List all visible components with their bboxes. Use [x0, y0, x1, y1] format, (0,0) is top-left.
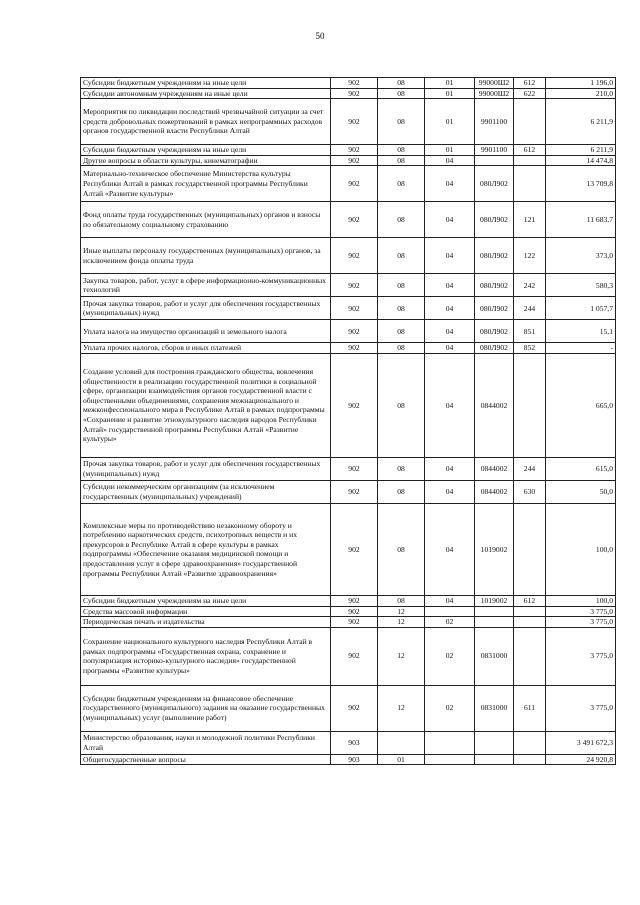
cell-expense-type-code: 851: [514, 320, 546, 343]
cell-expense-type-code: [514, 503, 546, 595]
cell-amount: 665,0: [546, 353, 616, 457]
cell-name: Фонд оплаты труда государственных (муниципальных) органов и взносы по обязательному социальному страхованию: [81, 202, 331, 238]
cell-ministry-code: 902: [331, 202, 378, 238]
cell-amount: 580,3: [546, 274, 616, 297]
cell-amount: 373,0: [546, 238, 616, 274]
cell-expense-type-code: [514, 617, 546, 628]
cell-target-code: [475, 731, 514, 754]
cell-section-code: 08: [378, 155, 425, 166]
cell-amount: 24 920,8: [546, 754, 616, 765]
cell-section-code: 08: [378, 274, 425, 297]
cell-section-code: 08: [378, 353, 425, 457]
cell-section-code: 08: [378, 503, 425, 595]
cell-ministry-code: 902: [331, 353, 378, 457]
cell-amount: 11 683,7: [546, 202, 616, 238]
cell-section-code: 08: [378, 202, 425, 238]
cell-section-code: 08: [378, 88, 425, 99]
cell-target-code: 080Л902: [475, 343, 514, 354]
cell-ministry-code: 902: [331, 343, 378, 354]
cell-ministry-code: 902: [331, 238, 378, 274]
cell-name: Субсидии бюджетным учреждениям на иные цели: [81, 78, 331, 89]
cell-target-code: 99000Ш2: [475, 88, 514, 99]
cell-name: Уплата налога на имущество организаций и земельного налога: [81, 320, 331, 343]
cell-subsection-code: 01: [425, 99, 475, 145]
cell-amount: 13 709,8: [546, 166, 616, 202]
cell-ministry-code: 902: [331, 606, 378, 617]
cell-name: Субсидии бюджетным учреждениям на финансовое обеспечение государственного (муниципального) задания на оказание государственных (муниципальных) услуг (выполнение работ): [81, 685, 331, 731]
table-row: [81, 145, 616, 156]
cell-ministry-code: 902: [331, 274, 378, 297]
cell-section-code: 01: [378, 754, 425, 765]
cell-amount: 6 211,9: [546, 145, 616, 156]
cell-expense-type-code: [514, 353, 546, 457]
table-row: [81, 480, 616, 503]
table-row: [81, 754, 616, 765]
cell-section-code: 08: [378, 297, 425, 320]
cell-expense-type-code: 612: [514, 595, 546, 606]
cell-subsection-code: 01: [425, 78, 475, 89]
table-row: [81, 155, 616, 166]
budget-table-body: [81, 78, 616, 765]
cell-name: Комплексные меры по противодействию незаконному обороту и потреблению наркотических средств, психотропных веществ и их прекурсоров в Республике Алтай в сфере культуры в рамках подпрограммы «Обеспечение оказания медицинской помощи и предоставления услуг в сфере здравоохранения» государственной программы Республики Алтай «Развитие здравоохранения»: [81, 503, 331, 595]
cell-section-code: 08: [378, 78, 425, 89]
cell-subsection-code: 04: [425, 155, 475, 166]
cell-amount: 615,0: [546, 457, 616, 480]
cell-name: Сохранение национального культурного наследия Республики Алтай в рамках подпрограммы «Государственная охрана, сохранение и популяризация историко-культурного наследия» государственной программы «Развитие культуры»: [81, 627, 331, 685]
cell-subsection-code: 01: [425, 88, 475, 99]
cell-target-code: [475, 606, 514, 617]
cell-target-code: 9901100: [475, 99, 514, 145]
cell-amount: 1 057,7: [546, 297, 616, 320]
cell-amount: 3 775,0: [546, 606, 616, 617]
cell-ministry-code: 903: [331, 754, 378, 765]
cell-subsection-code: 01: [425, 145, 475, 156]
cell-expense-type-code: [514, 166, 546, 202]
cell-name: Средства массовой информации: [81, 606, 331, 617]
cell-name: Материально-техническое обеспечение Министерства культуры Республики Алтай в рамках государственной программы Республики Алтай «Развитие культуры»: [81, 166, 331, 202]
table-row: [81, 685, 616, 731]
table-row: [81, 238, 616, 274]
cell-target-code: 0831000: [475, 685, 514, 731]
cell-name: Уплата прочих налогов, сборов и иных платежей: [81, 343, 331, 354]
table-row: [81, 617, 616, 628]
cell-section-code: 12: [378, 606, 425, 617]
cell-subsection-code: 02: [425, 617, 475, 628]
cell-subsection-code: 04: [425, 297, 475, 320]
table-row: [81, 731, 616, 754]
cell-expense-type-code: 244: [514, 457, 546, 480]
cell-target-code: 080Л902: [475, 202, 514, 238]
cell-expense-type-code: 611: [514, 685, 546, 731]
cell-expense-type-code: [514, 606, 546, 617]
cell-target-code: 0844002: [475, 480, 514, 503]
cell-target-code: [475, 155, 514, 166]
cell-section-code: 12: [378, 685, 425, 731]
cell-ministry-code: 902: [331, 155, 378, 166]
cell-subsection-code: 04: [425, 595, 475, 606]
cell-section-code: 08: [378, 320, 425, 343]
cell-subsection-code: [425, 754, 475, 765]
cell-subsection-code: 04: [425, 274, 475, 297]
cell-expense-type-code: 630: [514, 480, 546, 503]
cell-expense-type-code: [514, 99, 546, 145]
cell-ministry-code: 902: [331, 297, 378, 320]
cell-expense-type-code: 121: [514, 202, 546, 238]
table-row: [81, 99, 616, 145]
cell-ministry-code: 902: [331, 480, 378, 503]
cell-ministry-code: 902: [331, 78, 378, 89]
table-row: [81, 627, 616, 685]
cell-amount: -: [546, 343, 616, 354]
cell-expense-type-code: 852: [514, 343, 546, 354]
cell-name: Субсидии некоммерческим организациям (за исключением государственных (муниципальных) учреждений): [81, 480, 331, 503]
cell-expense-type-code: 244: [514, 297, 546, 320]
cell-expense-type-code: 612: [514, 78, 546, 89]
cell-subsection-code: 04: [425, 238, 475, 274]
table-row: [81, 595, 616, 606]
cell-expense-type-code: [514, 754, 546, 765]
cell-subsection-code: 04: [425, 320, 475, 343]
cell-name: Прочая закупка товаров, работ и услуг для обеспечения государственных (муниципальных) нужд: [81, 457, 331, 480]
table-row: [81, 353, 616, 457]
cell-ministry-code: 902: [331, 627, 378, 685]
cell-amount: 50,0: [546, 480, 616, 503]
cell-name: Министерство образования, науки и молодежной политики Республики Алтай: [81, 731, 331, 754]
cell-ministry-code: 902: [331, 99, 378, 145]
cell-ministry-code: 902: [331, 457, 378, 480]
cell-amount: 3 775,0: [546, 617, 616, 628]
cell-section-code: 08: [378, 457, 425, 480]
cell-subsection-code: 04: [425, 503, 475, 595]
cell-subsection-code: 04: [425, 480, 475, 503]
cell-target-code: 99000Ш2: [475, 78, 514, 89]
table-row: [81, 606, 616, 617]
cell-section-code: 12: [378, 627, 425, 685]
cell-target-code: 080Л902: [475, 297, 514, 320]
cell-section-code: 08: [378, 480, 425, 503]
table-row: [81, 503, 616, 595]
cell-subsection-code: 02: [425, 685, 475, 731]
cell-name: Закупка товаров, работ, услуг в сфере информационно-коммуникационных технологий: [81, 274, 331, 297]
cell-subsection-code: [425, 606, 475, 617]
cell-ministry-code: 902: [331, 595, 378, 606]
cell-name: Иные выплаты персоналу государственных (муниципальных) органов, за исключением фонда оплаты труда: [81, 238, 331, 274]
cell-amount: 14 474,8: [546, 155, 616, 166]
cell-name: Субсидии бюджетным учреждениям на иные цели: [81, 145, 331, 156]
cell-expense-type-code: [514, 155, 546, 166]
cell-target-code: 080Л902: [475, 166, 514, 202]
cell-target-code: 9901100: [475, 145, 514, 156]
cell-section-code: 08: [378, 99, 425, 145]
cell-amount: 3 491 672,3: [546, 731, 616, 754]
cell-amount: 1 196,0: [546, 78, 616, 89]
cell-amount: 210,0: [546, 88, 616, 99]
cell-section-code: 12: [378, 617, 425, 628]
table-row: [81, 343, 616, 354]
cell-name: Мероприятия по ликвидации последствий чрезвычайной ситуации за счет средств добровольных пожертвований в рамках непрограммных расходов органов государственной власти Республики Алтай: [81, 99, 331, 145]
budget-table: [80, 77, 616, 765]
cell-subsection-code: [425, 731, 475, 754]
cell-subsection-code: 02: [425, 627, 475, 685]
cell-target-code: 1019002: [475, 503, 514, 595]
cell-expense-type-code: 242: [514, 274, 546, 297]
cell-ministry-code: 902: [331, 320, 378, 343]
table-row: [81, 202, 616, 238]
cell-name: Прочая закупка товаров, работ и услуг для обеспечения государственных (муниципальных) нужд: [81, 297, 331, 320]
table-row: [81, 320, 616, 343]
table-row: [81, 274, 616, 297]
cell-amount: 15,1: [546, 320, 616, 343]
cell-target-code: 0844002: [475, 353, 514, 457]
cell-section-code: 08: [378, 343, 425, 354]
cell-ministry-code: 902: [331, 503, 378, 595]
page-number: 50: [315, 31, 325, 41]
cell-expense-type-code: 612: [514, 145, 546, 156]
cell-target-code: 0844002: [475, 457, 514, 480]
cell-section-code: 08: [378, 238, 425, 274]
cell-ministry-code: 902: [331, 88, 378, 99]
cell-expense-type-code: [514, 627, 546, 685]
cell-subsection-code: 04: [425, 343, 475, 354]
cell-ministry-code: 903: [331, 731, 378, 754]
cell-section-code: [378, 731, 425, 754]
cell-target-code: 0831000: [475, 627, 514, 685]
cell-expense-type-code: [514, 731, 546, 754]
cell-ministry-code: 902: [331, 685, 378, 731]
table-row: [81, 297, 616, 320]
cell-target-code: [475, 754, 514, 765]
cell-target-code: 080Л902: [475, 320, 514, 343]
cell-subsection-code: 04: [425, 166, 475, 202]
cell-name: Периодическая печать и издательства: [81, 617, 331, 628]
cell-target-code: 080Л902: [475, 274, 514, 297]
table-row: [81, 457, 616, 480]
cell-subsection-code: 04: [425, 457, 475, 480]
cell-name: Субсидии бюджетным учреждениям на иные цели: [81, 595, 331, 606]
cell-target-code: 1019002: [475, 595, 514, 606]
cell-amount: 3 775,0: [546, 685, 616, 731]
table-row: [81, 88, 616, 99]
cell-target-code: 080Л902: [475, 238, 514, 274]
cell-subsection-code: 04: [425, 202, 475, 238]
table-row: [81, 78, 616, 89]
cell-amount: 6 211,9: [546, 99, 616, 145]
cell-subsection-code: 04: [425, 353, 475, 457]
cell-expense-type-code: 622: [514, 88, 546, 99]
cell-name: Общегосударственные вопросы: [81, 754, 331, 765]
cell-expense-type-code: 122: [514, 238, 546, 274]
cell-ministry-code: 902: [331, 145, 378, 156]
cell-name: Создание условий для построения гражданского общества, вовлечения общественности в реализацию государственной политики в социальной сфере, организации взаимодействия органов государственной власти с общественными объединениями, сохранения межнационального и межконфессионального мира в Республике Алтай в рамках подпрограммы «Сохранение и развитие этнокультурного наследия народов Республики Алтай» государственной программы Республики Алтай «Развитие культуры»: [81, 353, 331, 457]
cell-name: Субсидии автономным учреждениям на иные цели: [81, 88, 331, 99]
cell-section-code: 08: [378, 166, 425, 202]
cell-ministry-code: 902: [331, 166, 378, 202]
table-row: [81, 166, 616, 202]
cell-section-code: 08: [378, 595, 425, 606]
cell-target-code: [475, 617, 514, 628]
cell-section-code: 08: [378, 145, 425, 156]
cell-amount: 100,0: [546, 503, 616, 595]
cell-amount: 3 775,0: [546, 627, 616, 685]
cell-name: Другие вопросы в области культуры, кинематографии: [81, 155, 331, 166]
cell-ministry-code: 902: [331, 617, 378, 628]
cell-amount: 100,0: [546, 595, 616, 606]
